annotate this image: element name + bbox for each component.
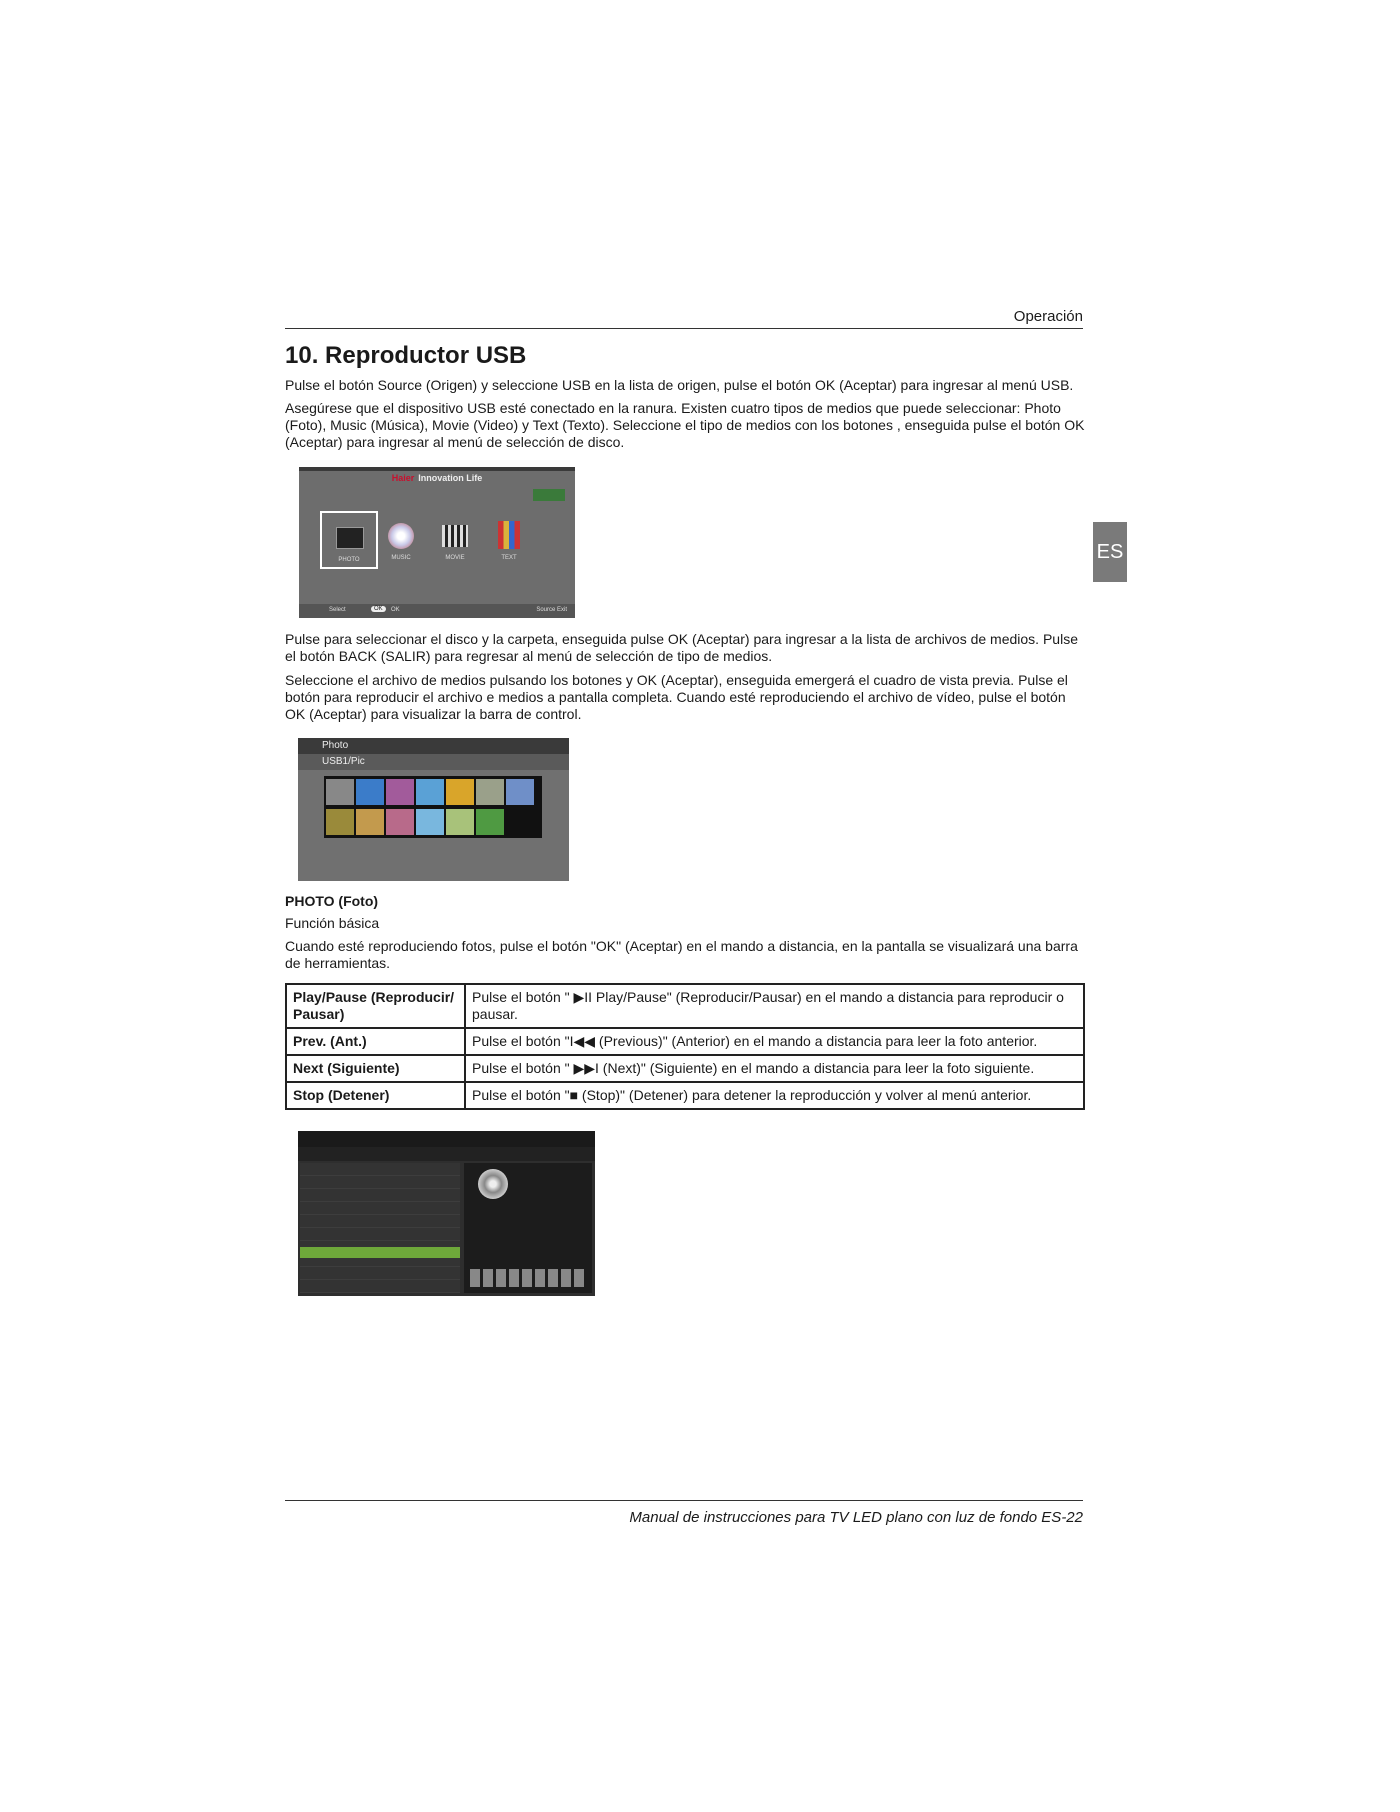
music-title-bar (298, 1131, 595, 1147)
music-label: MUSIC (391, 555, 411, 561)
folder-thumbnail (326, 779, 354, 805)
usb-icon (533, 489, 565, 501)
table-row (286, 984, 1084, 1028)
photo-subheading: Función básica (285, 915, 380, 931)
photo-thumbnail (356, 779, 384, 805)
control-name: Stop (Detener) (286, 1082, 465, 1109)
books-icon (498, 521, 520, 549)
language-tab: ES (1093, 522, 1127, 582)
control-bar (470, 1269, 584, 1287)
footer-text: Manual de instrucciones para TV LED plano con luz de fondo ES-22 (629, 1509, 1083, 1526)
music-file-list (300, 1163, 460, 1293)
photo-thumbnail (476, 779, 504, 805)
menu-hint-bar (299, 604, 575, 618)
camera-icon (336, 527, 364, 549)
page-title: 10. Reproductor USB (285, 342, 527, 369)
brand-slogan: Innovation Life (418, 473, 483, 483)
media-type-menu-screenshot (299, 467, 575, 618)
text-tile (482, 511, 536, 565)
photo-heading: PHOTO (Foto) (285, 893, 379, 909)
paragraph-4: Seleccione el archivo de medios pulsando los botones y OK (Aceptar), enseguida emergerá el cuadro de vista previa. Pulse el botón para reproducir el archivo e medios a pantalla completa. Cuando esté reproduciendo el archivo de vídeo, pulse el botón OK (Aceptar) para visualizar la barra de control. (285, 672, 1068, 722)
photo-title-bar (298, 738, 569, 754)
exit-hint: Source Exit (536, 607, 567, 613)
control-name: Play/Pause (Reproducir/ Pausar) (286, 984, 465, 1028)
music-player-screenshot (298, 1131, 595, 1296)
path-bar (298, 754, 569, 770)
control-description: Pulse el botón " ▶▶I (Next)" (Siguiente) en el mando a distancia para leer la foto siguiente. (465, 1055, 1084, 1082)
control-description: Pulse el botón "■ (Stop)" (Detener) para detener la reproducción y volver al menú anterior. (465, 1082, 1084, 1109)
photo-thumbnail (446, 779, 474, 805)
controls-table (285, 983, 1085, 1110)
paragraph-1: Pulse el botón Source (Origen) y seleccione USB en la lista de origen, pulse el botón OK (Aceptar) para ingresar al menú USB. (285, 377, 1074, 393)
ok-key-icon: OK (371, 606, 386, 612)
photo-browser-screenshot (298, 738, 569, 881)
photo-thumbnail (476, 809, 504, 835)
ok-hint: OK (391, 607, 400, 613)
table-row (286, 1055, 1084, 1082)
paragraph-2: Asegúrese que el dispositivo USB esté conectado en la ranura. Existen cuatro tipos de medios que puede seleccionar: Photo (Foto), Music (Música), Movie (Video) y Text (Texto). Seleccione el tipo de medios con los botones , enseguida pulse el botón OK (Aceptar) para ingresar al menú de selección de disco. (285, 400, 1085, 450)
clapper-icon (442, 525, 468, 547)
photo-thumbnail (416, 779, 444, 805)
photo-thumbnail (326, 809, 354, 835)
photo-thumbnail (446, 809, 474, 835)
thumbnail-grid (324, 776, 542, 838)
music-path-bar (298, 1147, 595, 1161)
page-header (285, 300, 1083, 329)
disc-icon (478, 1169, 508, 1199)
music-preview-panel (464, 1163, 592, 1293)
page-footer (285, 1500, 1083, 1526)
photo-thumbnail (386, 779, 414, 805)
table-row (286, 1028, 1084, 1055)
movie-label: MOVIE (445, 555, 465, 561)
photo-tile (320, 511, 378, 569)
control-name: Prev. (Ant.) (286, 1028, 465, 1055)
select-hint: Select (329, 607, 346, 613)
text-label: TEXT (501, 555, 517, 561)
photo-thumbnail (386, 809, 414, 835)
folder-path: USB1/Pic (322, 756, 365, 767)
selected-file-row (300, 1247, 460, 1258)
table-row (286, 1082, 1084, 1109)
brand-bar (299, 473, 575, 483)
section-label: Operación (1013, 308, 1083, 325)
photo-description: Cuando esté reproduciendo fotos, pulse el botón "OK" (Aceptar) en el mando a distancia, en la pantalla se visualizará una barra de herramientas. (285, 938, 1078, 971)
disc-icon (388, 523, 414, 549)
control-name: Next (Siguiente) (286, 1055, 465, 1082)
movie-tile (428, 511, 482, 565)
paragraph-3: Pulse para seleccionar el disco y la carpeta, enseguida pulse OK (Aceptar) para ingresar a la lista de archivos de medios. Pulse el botón BACK (SALIR) para regresar al menú de selección de tipo de medios. (285, 631, 1078, 664)
photo-thumbnail (356, 809, 384, 835)
photo-title: Photo (322, 740, 349, 751)
music-tile (374, 511, 428, 565)
control-description: Pulse el botón "I◀◀ (Previous)" (Anterior) en el mando a distancia para leer la foto anterior. (465, 1028, 1084, 1055)
control-description: Pulse el botón " ▶II Play/Pause" (Reproducir/Pausar) en el mando a distancia para reproducir o pausar. (465, 984, 1084, 1028)
photo-thumbnail (416, 809, 444, 835)
photo-thumbnail (506, 779, 534, 805)
photo-label: PHOTO (338, 557, 360, 563)
brand-logo: Haier (391, 473, 415, 483)
